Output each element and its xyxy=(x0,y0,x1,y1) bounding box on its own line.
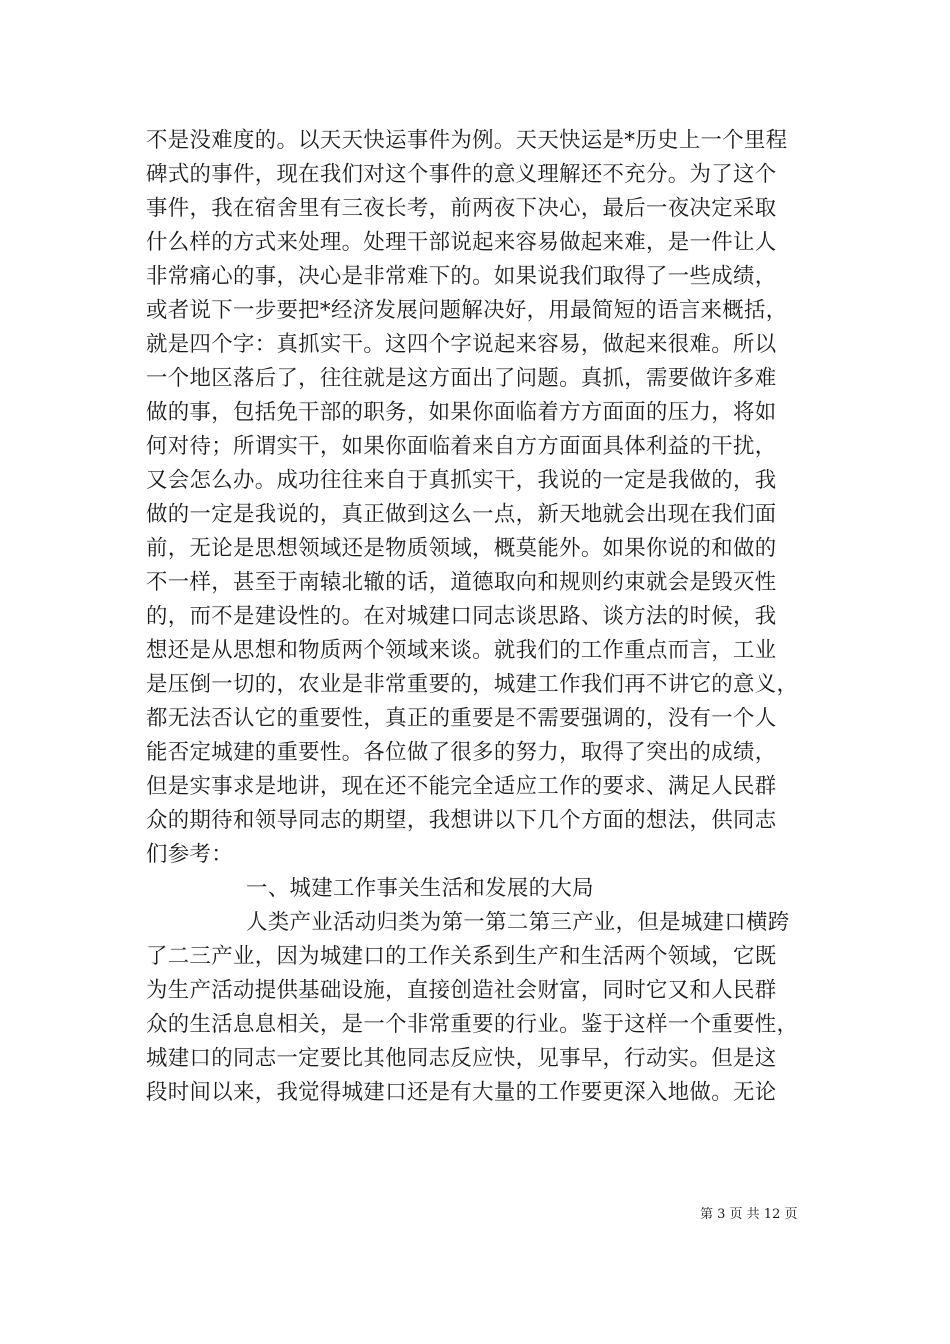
paragraph-line: 前，无论是思想领域还是物质领域，概莫能外。如果你说的和做的 xyxy=(146,536,777,561)
paragraph-line: 众的期待和领导同志的期望，我想讲以下几个方面的想法，供同志 xyxy=(146,808,777,833)
paragraph-line: 何对待；所谓实干，如果你面临着来自方方面面具体利益的干扰， xyxy=(146,434,777,459)
page-number: 第 3 页 共 12 页 xyxy=(700,1207,798,1222)
paragraph-line: 不是没难度的。以天天快运事件为例。天天快运是*历史上一个里程 xyxy=(146,128,788,153)
paragraph-line: 又会怎么办。成功往往来自于真抓实干，我说的一定是我做的，我 xyxy=(146,468,777,493)
paragraph-line: 段时间以来，我觉得城建口还是有大量的工作要更深入地做。无论 xyxy=(146,1080,777,1105)
paragraph-line: 们参考： xyxy=(146,842,233,867)
paragraph-line: 事件，我在宿舍里有三夜长考，前两夜下决心，最后一夜决定采取 xyxy=(146,196,777,221)
paragraph-line: 非常痛心的事，决心是非常难下的。如果说我们取得了一些成绩， xyxy=(146,264,777,289)
paragraph-line: 是压倒一切的，农业是非常重要的，城建工作我们再不讲它的意义， xyxy=(146,672,799,697)
paragraph-line: 人类产业活动归类为第一第二第三产业，但是城建口横跨 xyxy=(246,910,790,935)
paragraph-line: 做的事，包括免干部的职务，如果你面临着方方面面的压力，将如 xyxy=(146,400,777,425)
paragraph-line: 什么样的方式来处理。处理干部说起来容易做起来难，是一件让人 xyxy=(146,230,777,255)
paragraph-line: 碑式的事件，现在我们对这个事件的意义理解还不充分。为了这个 xyxy=(146,162,777,187)
paragraph-line: 为生产活动提供基础设施，直接创造社会财富，同时它又和人民群 xyxy=(146,978,777,1003)
paragraph-line: 就是四个字：真抓实干。这四个字说起来容易，做起来很难。所以 xyxy=(146,332,777,357)
paragraph-line: 想还是从思想和物质两个领域来谈。就我们的工作重点而言，工业 xyxy=(146,638,777,663)
paragraph-line: 做的一定是我说的，真正做到这么一点，新天地就会出现在我们面 xyxy=(146,502,777,527)
paragraph-line: 了二三产业，因为城建口的工作关系到生产和生活两个领域，它既 xyxy=(146,944,777,969)
paragraph-line: 的，而不是建设性的。在对城建口同志谈思路、谈方法的时候，我 xyxy=(146,604,777,629)
paragraph-line: 众的生活息息相关，是一个非常重要的行业。鉴于这样一个重要性， xyxy=(146,1012,799,1037)
paragraph-line: 都无法否认它的重要性，真正的重要是不需要强调的，没有一个人 xyxy=(146,706,777,731)
section-heading: 一、城建工作事关生活和发展的大局 xyxy=(246,876,594,901)
paragraph-line: 但是实事求是地讲，现在还不能完全适应工作的要求、满足人民群 xyxy=(146,774,777,799)
paragraph-line: 或者说下一步要把*经济发展问题解决好，用最简短的语言来概括， xyxy=(146,298,788,323)
paragraph-line: 不一样，甚至于南辕北辙的话，道德取向和规则约束就会是毁灭性 xyxy=(146,570,777,595)
paragraph-line: 一个地区落后了，往往就是这方面出了问题。真抓，需要做许多难 xyxy=(146,366,777,391)
paragraph-line: 城建口的同志一定要比其他同志反应快，见事早，行动实。但是这 xyxy=(146,1046,777,1071)
paragraph-line: 能否定城建的重要性。各位做了很多的努力，取得了突出的成绩， xyxy=(146,740,777,765)
